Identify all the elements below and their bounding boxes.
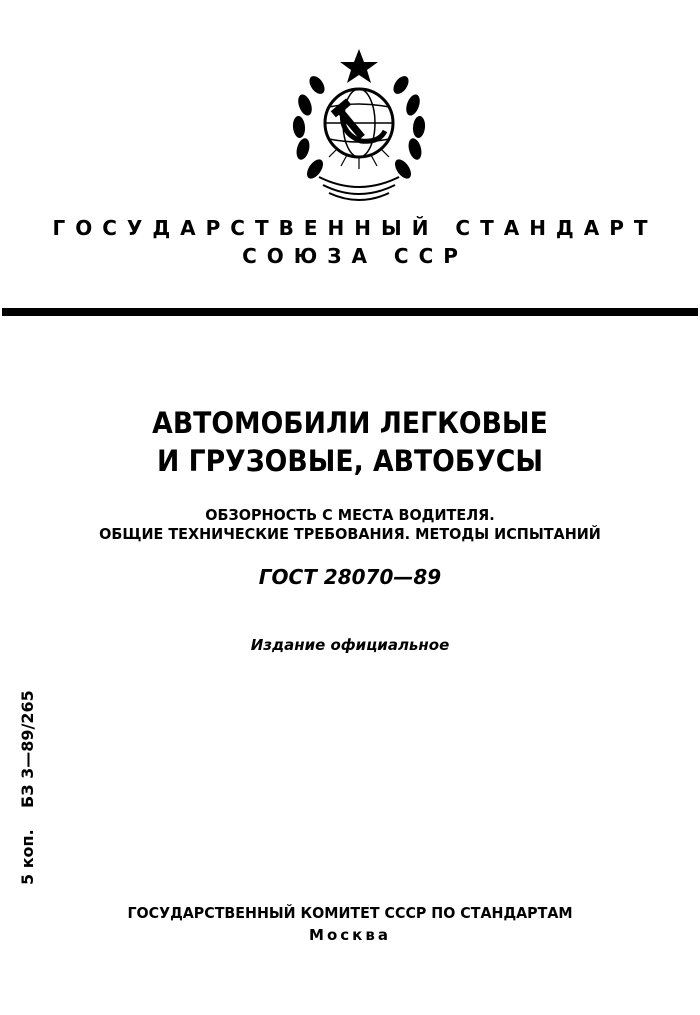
publisher: ГОСУДАРСТВЕННЫЙ КОМИТЕТ СССР ПО СТАНДАРТАМ	[127, 904, 573, 922]
ussr-state-emblem-icon	[281, 45, 437, 205]
publication-city: Москва	[309, 926, 391, 944]
catalog-code: БЗ 3—89/265	[18, 690, 37, 808]
subtitle-line-1: ОБЗОРНОСТЬ С МЕСТА ВОДИТЕЛЯ.	[205, 506, 495, 524]
document-title	[28, 404, 672, 480]
subtitle-line-2: ОБЩИЕ ТЕХНИЧЕСКИЕ ТРЕБОВАНИЯ. МЕТОДЫ ИСПЫТАНИЙ	[99, 525, 601, 543]
title-line-2: И ГРУЗОВЫЕ, АВТОБУСЫ	[156, 444, 543, 478]
price-label: 5 коп.	[18, 829, 37, 885]
title-line-1: АВТОМОБИЛИ ЛЕГКОВЫЕ	[152, 406, 548, 440]
horizontal-rule	[2, 308, 698, 316]
edition-label: Издание официальное	[250, 636, 450, 654]
document-subtitle	[14, 506, 686, 544]
standard-number: ГОСТ 28070—89	[258, 565, 442, 589]
header-subtitle: СОЮЗА ССР	[242, 244, 468, 268]
header-title: ГОСУДАРСТВЕННЫЙ СТАНДАРТ	[52, 216, 658, 240]
